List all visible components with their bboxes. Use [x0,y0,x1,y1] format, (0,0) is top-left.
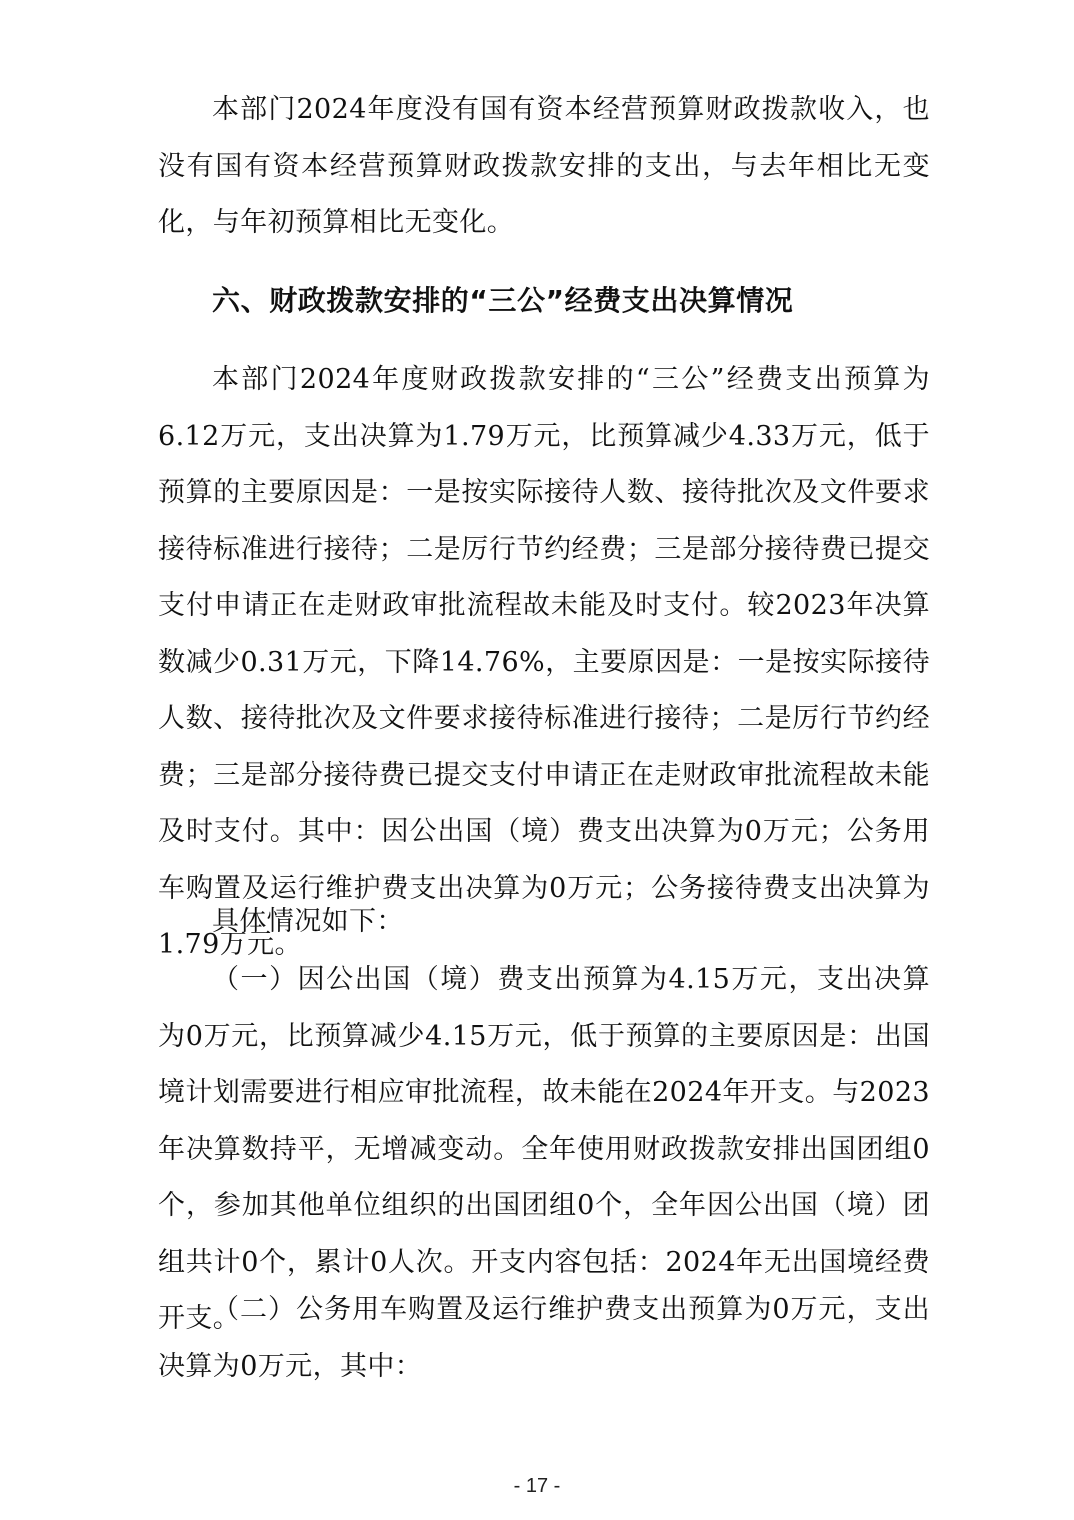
page-number: - 17 - [513,1475,561,1497]
paragraph-overseas-travel: （一）因公出国（境）费支出预算为4.15万元，支出决算为0万元，比预算减少4.15万元，低于预算的主要原因是：出国境计划需要进行相应审批流程，故未能在2024年开支。与2023年决算数持平，无增减变动。全年使用财政拨款安排出国团组0个，参加其他单位组织的出国团组0个，全年因公出国（境）团组共计0个，累计0人次。开支内容包括：2024年无出国境经费开支。 [158,964,930,1334]
paragraph-three-public-overview: 本部门2024年度财政拨款安排的“三公”经费支出预算为6.12万元，支出决算为1.79万元，比预算减少4.33万元，低于预算的主要原因是：一是按实际接待人数、接待批次及文件要求接待标准进行接待；二是厉行节约经费；三是部分接待费已提交支付申请正在走财政审批流程故未能及时支付。较2023年决算数减少0.31万元，下降14.76%，主要原因是：一是按实际接待人数、接待批次及文件要求接待标准进行接待；二是厉行节约经费；三是部分接待费已提交支付申请正在走财政审批流程故未能及时支付。其中：因公出国（境）费支出决算为0万元；公务用车购置及运行维护费支出决算为0万元；公务接待费支出决算为1.79万元。 [158,364,930,960]
paragraph-state-capital-budget: 本部门2024年度没有国有资本经营预算财政拨款收入，也没有国有资本经营预算财政拨款安排的支出，与去年相比无变化，与年初预算相比无变化。 [158,94,930,238]
section-heading-three-public-expenses: 六、财政拨款安排的“三公”经费支出决算情况 [212,284,794,317]
paragraph-details-intro: 具体情况如下： [212,906,404,937]
paragraph-official-vehicles: （二）公务用车购置及运行维护费支出预算为0万元，支出决算为0万元，其中： [158,1294,930,1382]
